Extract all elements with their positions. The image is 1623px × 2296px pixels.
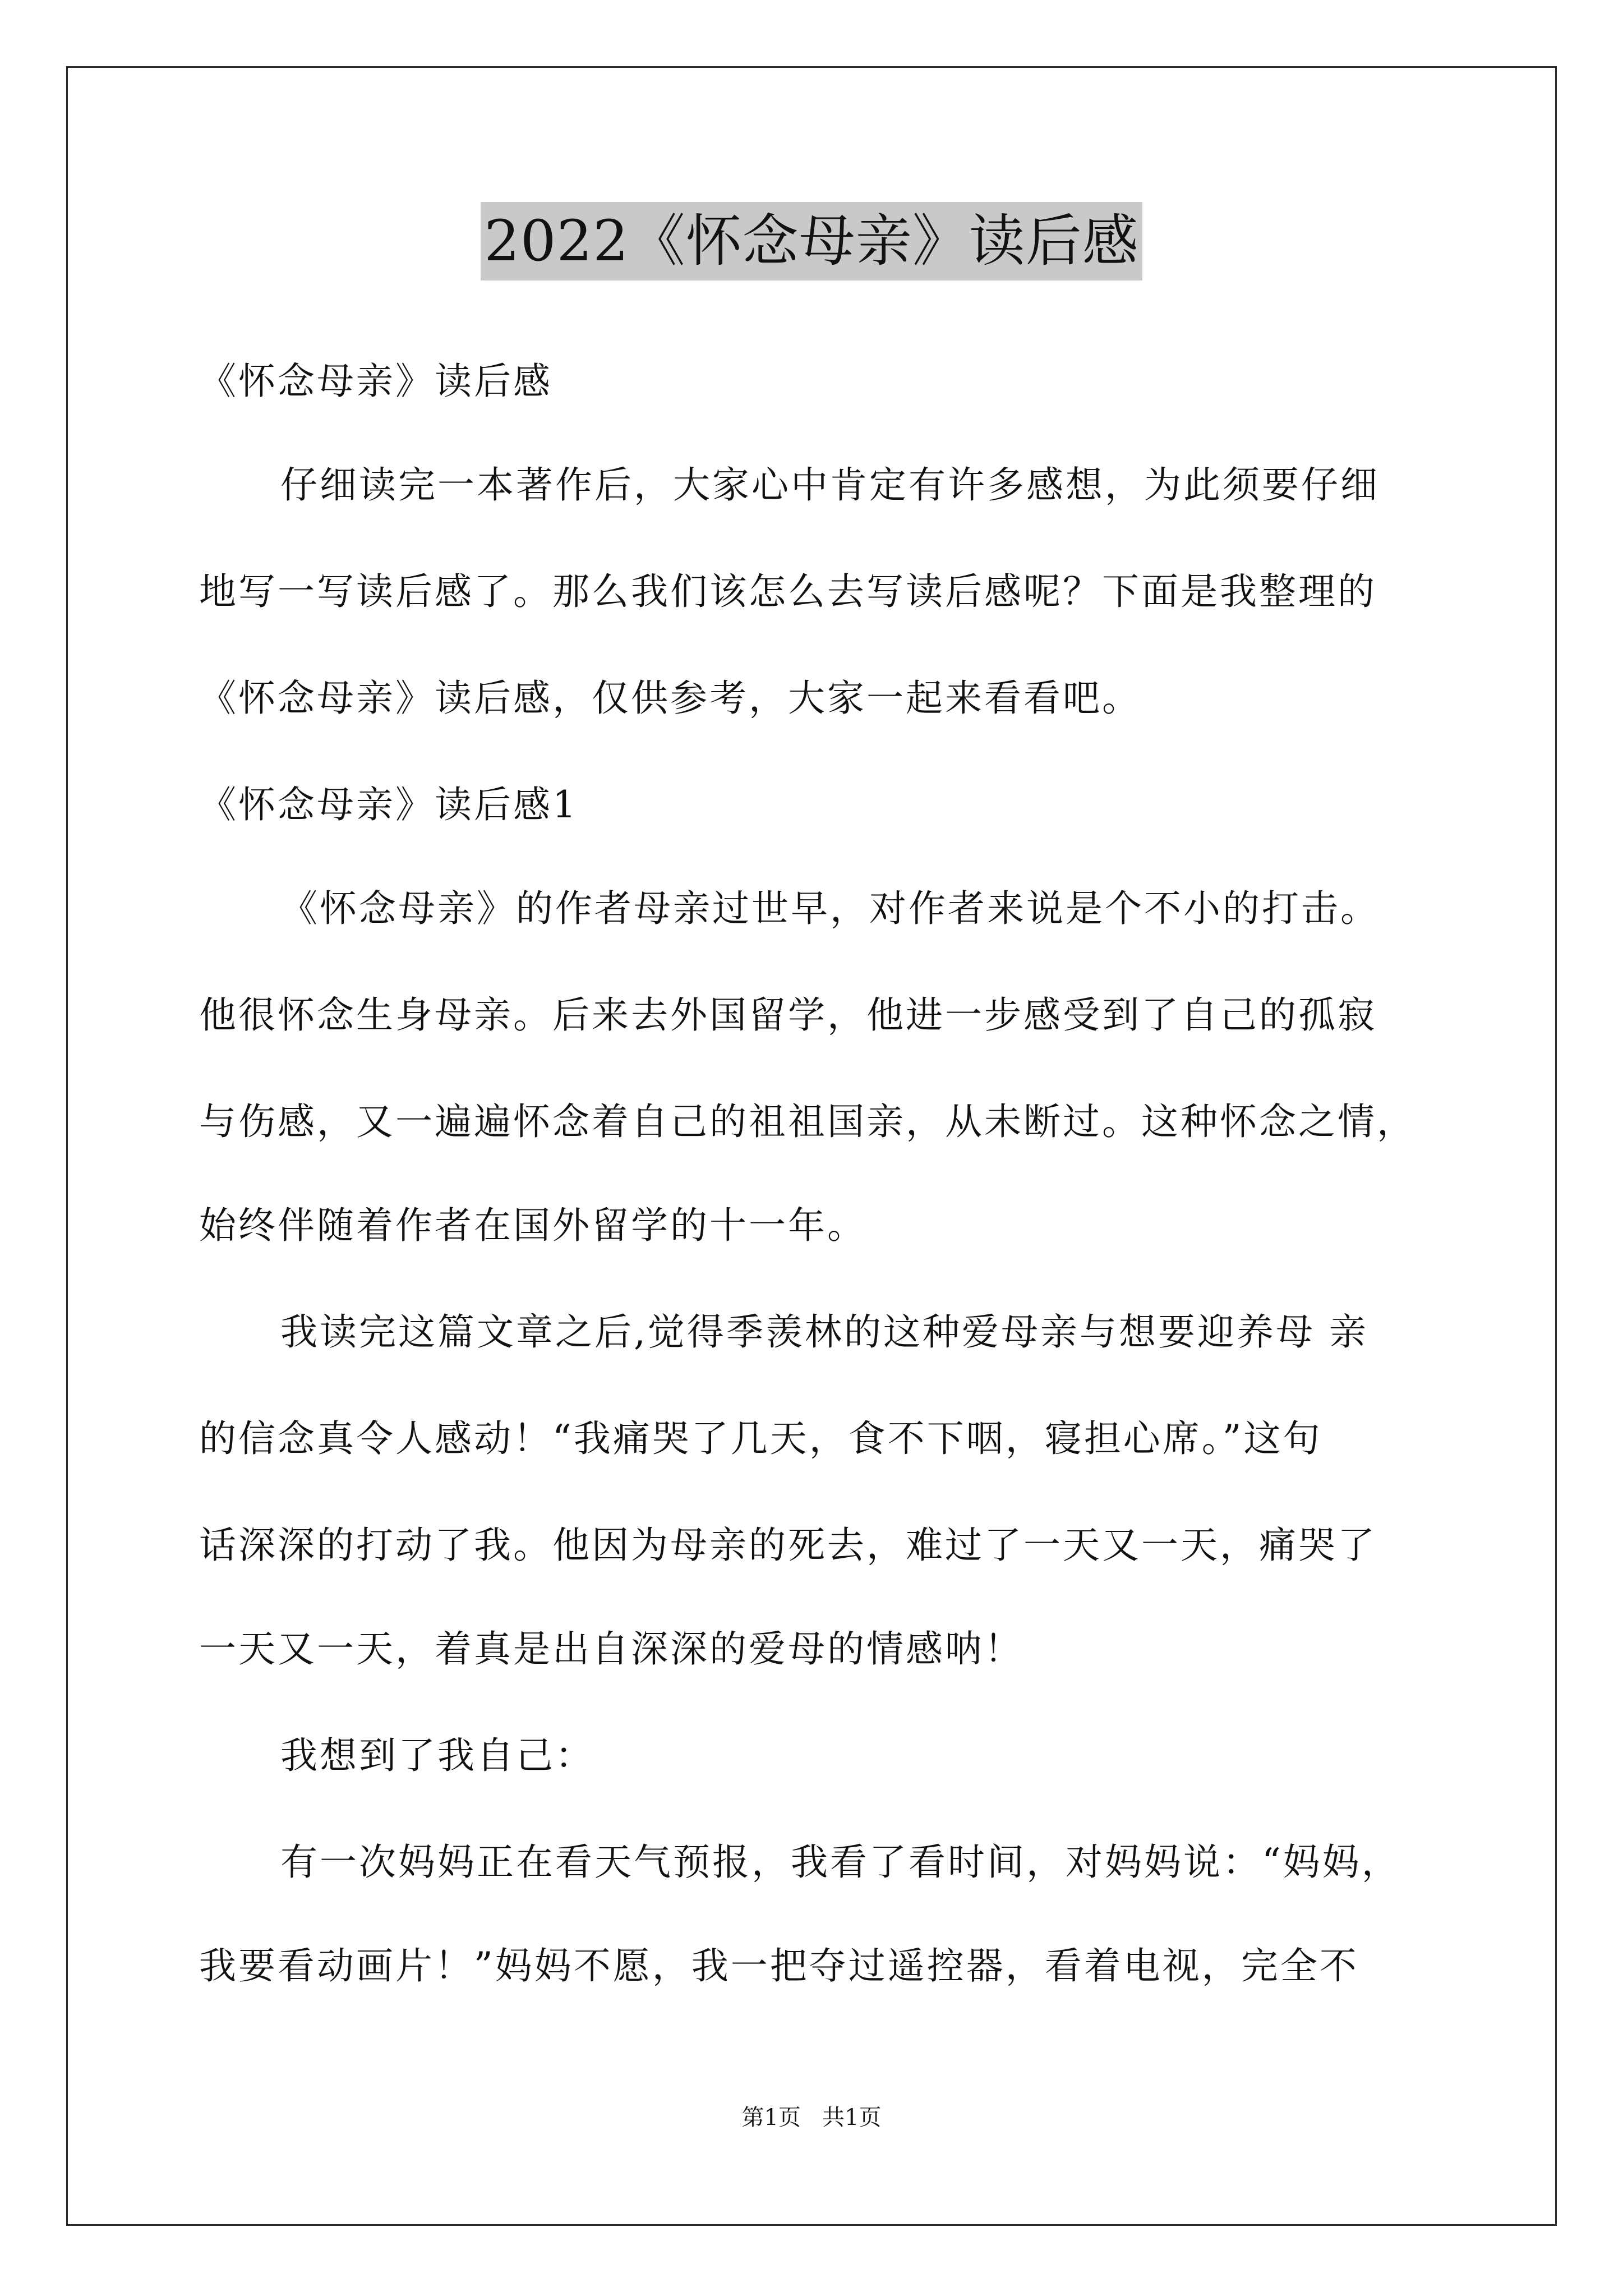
paragraph-line: 的信念真令人感动！“我痛哭了几天，食不下咽，寝担心席。”这句	[199, 1417, 1322, 1460]
section-heading: 《怀念母亲》读后感1	[199, 783, 578, 826]
document-title: 2022《怀念母亲》读后感	[481, 202, 1142, 280]
paragraph-line: 我读完这篇文章之后,觉得季羡林的这种爱母亲与想要迎养母 亲	[280, 1310, 1368, 1354]
paragraph-line: 《怀念母亲》读后感，仅供参考，大家一起来看看吧。	[199, 677, 1141, 720]
paragraph-line: 地写一写读后感了。那么我们该怎么去写读后感呢？下面是我整理的	[199, 570, 1377, 613]
paragraph-line: 与伤感，又一遍遍怀念着自己的祖祖国亲，从未断过。这种怀念之情，	[199, 1100, 1416, 1143]
paragraph-line: 有一次妈妈正在看天气预报，我看了看时间，对妈妈说：“妈妈，	[280, 1841, 1401, 1884]
paragraph-line: 《怀念母亲》的作者母亲过世早，对作者来说是个不小的打击。	[280, 887, 1380, 930]
title-container	[0, 202, 1623, 280]
paragraph-line: 始终伴随着作者在国外留学的十一年。	[199, 1204, 866, 1247]
paragraph-line: 他很怀念生身母亲。后来去外国留学，他进一步感受到了自己的孤寂	[199, 993, 1377, 1037]
paragraph-line: 一天又一天，着真是出自深深的爱母的情感呐！	[199, 1627, 1023, 1671]
page-footer: 第1页 共1页	[741, 2105, 882, 2131]
paragraph-line: 话深深的打动了我。他因为母亲的死去，难过了一天又一天，痛哭了	[199, 1524, 1377, 1567]
paragraph-line: 我要看动画片！”妈妈不愿，我一把夺过遥控器，看着电视，完全不	[199, 1944, 1359, 1987]
paragraph-line: 我想到了我自己：	[280, 1734, 594, 1777]
paragraph-line: 仔细读完一本著作后，大家心中肯定有许多感想，为此须要仔细	[280, 463, 1380, 507]
subtitle-line: 《怀念母亲》读后感	[199, 360, 552, 403]
